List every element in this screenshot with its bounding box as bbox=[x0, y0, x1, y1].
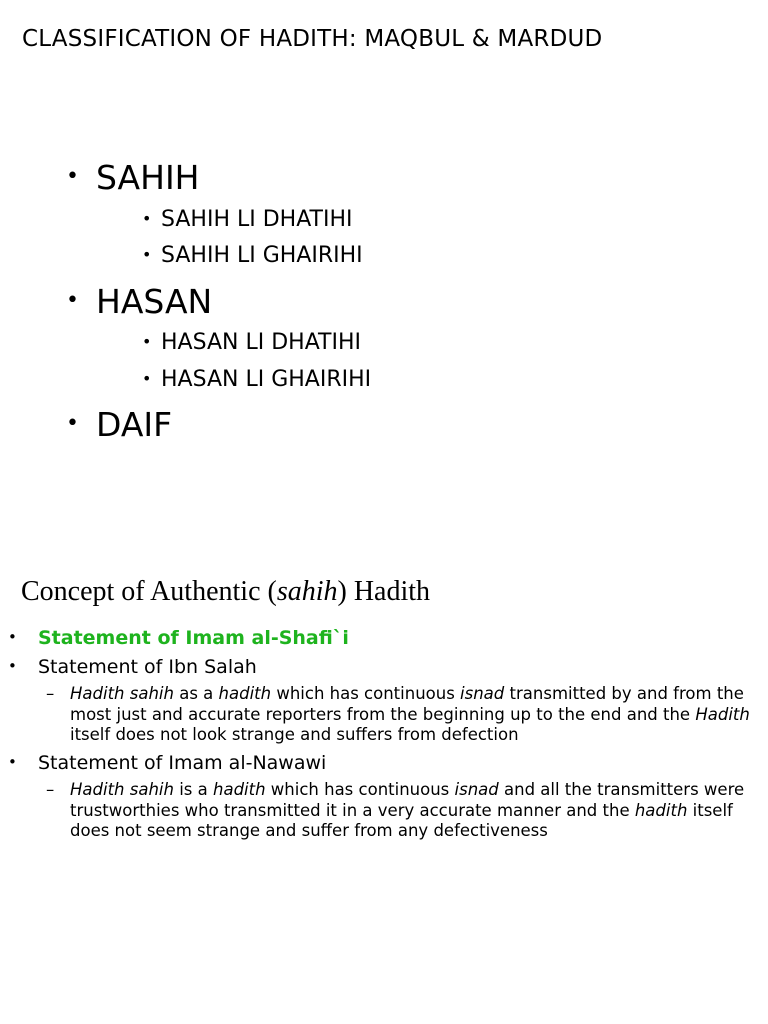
concept-heading bbox=[21, 576, 430, 608]
definition-nawawi bbox=[46, 780, 764, 842]
text-run: which has continuous bbox=[271, 684, 461, 703]
statement-label: Statement of Ibn Salah bbox=[38, 656, 257, 678]
definition-text bbox=[70, 780, 764, 842]
bullet: • bbox=[8, 627, 17, 646]
sub-item-hasan-li-dhatihi bbox=[142, 330, 361, 355]
bullet: • bbox=[142, 331, 152, 351]
sub-item-label: SAHIH LI GHAIRIHI bbox=[161, 243, 363, 268]
bullet: • bbox=[8, 656, 17, 675]
bullet: • bbox=[66, 411, 79, 436]
heading-prefix: Concept of Authentic ( bbox=[21, 576, 277, 607]
bullet: • bbox=[66, 288, 79, 313]
heading-suffix: ) Hadith bbox=[337, 576, 431, 607]
dash: – bbox=[46, 780, 55, 799]
statement-ibn-salah bbox=[8, 656, 257, 678]
text-run: transmitted by and from the most just and accurate reporters from the beginning up to the end and the bbox=[70, 684, 744, 724]
list-item-sahih bbox=[66, 158, 200, 197]
bullet: • bbox=[142, 368, 152, 388]
text-run: itself does not seem strange and suffer from any defectiveness bbox=[70, 800, 733, 840]
italic-term: isnad bbox=[454, 780, 499, 799]
statement-label: Statement of Imam al-Shafi`i bbox=[38, 627, 349, 649]
slide-title: CLASSIFICATION OF HADITH: MAQBUL & MARDUD bbox=[22, 26, 603, 52]
italic-term: hadith bbox=[213, 780, 266, 799]
text-run: is a bbox=[173, 780, 213, 799]
bullet: • bbox=[8, 752, 17, 771]
sub-item-label: SAHIH LI DHATIHI bbox=[161, 207, 353, 232]
heading-emphasis: sahih bbox=[276, 576, 338, 607]
italic-term: hadith bbox=[218, 684, 272, 703]
text-run: which has continuous bbox=[265, 780, 455, 799]
italic-term: Hadith sahih bbox=[70, 780, 174, 799]
bullet: • bbox=[142, 244, 152, 264]
item-label: SAHIH bbox=[96, 158, 200, 197]
item-label: HASAN bbox=[96, 282, 213, 321]
list-item-hasan bbox=[66, 282, 212, 321]
bullet: • bbox=[66, 164, 79, 189]
italic-term: hadith bbox=[634, 800, 688, 820]
text-run: as a bbox=[173, 684, 219, 703]
text-run: and all the transmitters were trustworthies who transmitted it in a very accurate manner and the bbox=[70, 780, 745, 820]
sub-item-sahih-li-dhatihi bbox=[142, 207, 353, 232]
italic-term: Hadith sahih bbox=[70, 684, 174, 703]
sub-item-sahih-li-ghairihi bbox=[142, 243, 363, 268]
dash: – bbox=[46, 684, 55, 703]
text-run: itself does not look strange and suffers from defection bbox=[70, 725, 519, 744]
italic-term: isnad bbox=[460, 684, 505, 703]
bullet: • bbox=[142, 208, 152, 228]
statement-shafii bbox=[8, 627, 349, 649]
item-label: DAIF bbox=[96, 405, 173, 444]
definition-text bbox=[70, 684, 764, 746]
sub-item-label: HASAN LI GHAIRIHI bbox=[161, 367, 372, 392]
sub-item-hasan-li-ghairihi bbox=[142, 367, 371, 392]
list-item-daif bbox=[66, 405, 172, 444]
definition-ibn-salah bbox=[46, 684, 764, 746]
sub-item-label: HASAN LI DHATIHI bbox=[161, 330, 361, 355]
italic-term: Hadith bbox=[695, 704, 750, 724]
statement-nawawi bbox=[8, 752, 326, 774]
statement-label: Statement of Imam al-Nawawi bbox=[38, 752, 327, 774]
